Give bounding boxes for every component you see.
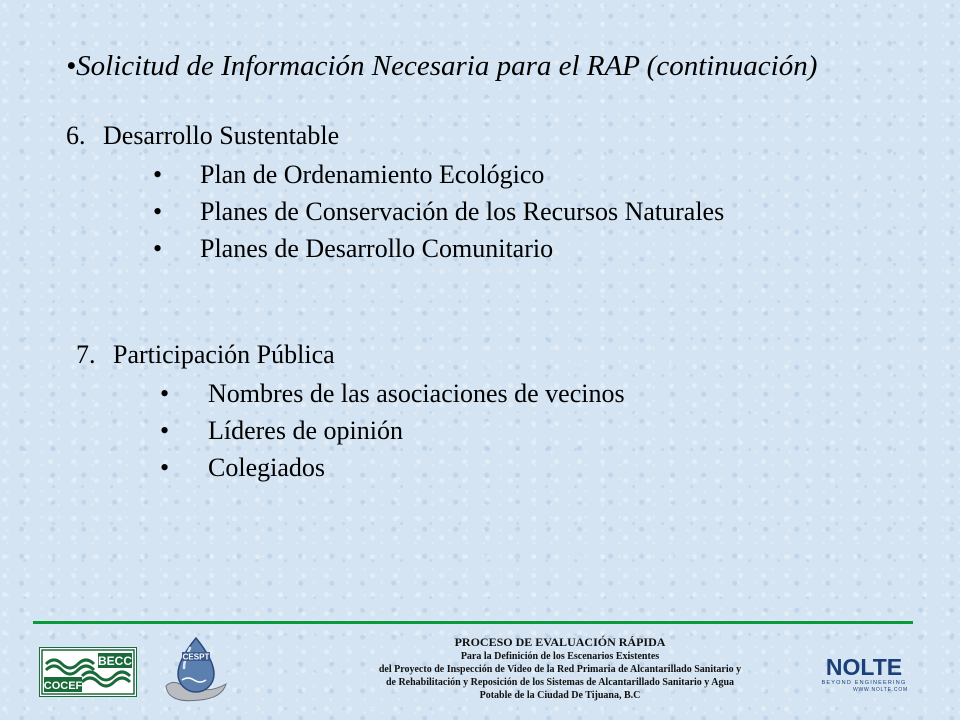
nolte-logo [812, 654, 916, 694]
bullet-list [66, 156, 725, 267]
list-item [66, 193, 725, 230]
cespt-logo [160, 634, 232, 706]
list-item [76, 375, 625, 412]
list-item-text: Planes de Conservación de los Recursos Naturales [200, 197, 725, 226]
footer-title: PROCESO DE EVALUACIÓN RÁPIDA [454, 635, 666, 649]
section-heading [66, 117, 339, 155]
section-number: 7. [76, 340, 96, 369]
list-item-text: Nombres de las asociaciones de vecinos [208, 379, 625, 408]
bullet-icon: • [153, 197, 163, 226]
slide-title: •Solicitud de Información Necesaria para el RAP (continuación) [66, 50, 818, 82]
bullet-icon: • [160, 379, 170, 408]
section-heading [76, 336, 335, 374]
nolte-url: WWW.NOLTE.COM [852, 687, 908, 693]
bullet-icon: • [160, 453, 170, 482]
becc-logo-text: BECC [97, 654, 133, 668]
cocef-logo-text: COCEF [43, 680, 83, 692]
section-title: Desarrollo Sustentable [103, 121, 340, 150]
footer-line: del Proyecto de Inspección de Video de la Red Primaria de Alcantarillado Sanitario y [378, 664, 742, 675]
bullet-icon: • [160, 416, 170, 445]
bullet-icon: • [153, 160, 163, 189]
bullet-list [76, 375, 625, 486]
list-item [66, 230, 554, 267]
section-number: 6. [66, 121, 86, 150]
section-participacion-publica [76, 336, 625, 486]
cespt-logo-text: CESPT [182, 652, 210, 662]
nolte-logo-text: NOLTE [825, 654, 903, 680]
bullet-icon: • [153, 234, 163, 263]
nolte-tagline: BEYOND ENGINEERING [821, 680, 907, 686]
footer-line: Potable de la Ciudad De Tijuana, B.C [479, 690, 641, 701]
section-desarrollo-sustentable [66, 117, 725, 267]
footer-divider [33, 621, 913, 624]
footer-line: Para la Definición de los Escenarios Existentes [460, 651, 660, 662]
list-item-text: Plan de Ordenamiento Ecológico [200, 160, 545, 189]
footer-line: de Rehabilitación y Reposición de los Sistemas de Alcantarillado Sanitario y Agua [385, 677, 735, 688]
list-item [76, 449, 335, 486]
list-item [76, 412, 403, 449]
list-item-text: Líderes de opinión [208, 416, 403, 445]
footer-caption [330, 634, 790, 702]
list-item-text: Planes de Desarrollo Comunitario [200, 234, 554, 263]
list-item-text: Colegiados [208, 453, 325, 482]
section-title: Participación Pública [113, 340, 335, 369]
becc-cocef-logo [39, 647, 137, 697]
list-item [66, 156, 545, 193]
